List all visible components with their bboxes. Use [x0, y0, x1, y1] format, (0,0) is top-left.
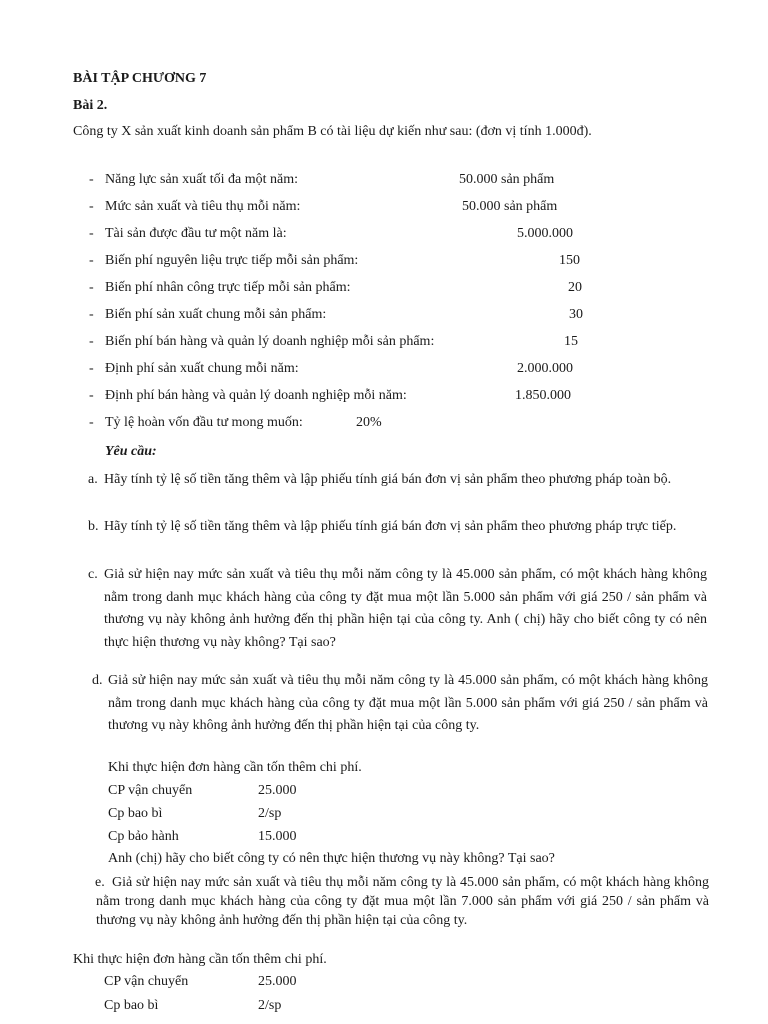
intro-paragraph: Công ty X sản xuất kinh doanh sản phẩm B có tài liệu dự kiến như sau: (đơn vị tính 1.000đ). — [73, 124, 592, 139]
cost-value: 2/sp — [258, 806, 282, 821]
bullet: - — [89, 361, 94, 376]
item-label: Biến phí bán hàng và quản lý doanh nghiệp mỗi sản phẩm: — [105, 334, 435, 349]
item-value: 150 — [559, 253, 580, 268]
bullet: - — [89, 253, 94, 268]
item-value: 15 — [564, 334, 578, 349]
cost-label: CP vận chuyển — [108, 783, 193, 798]
cost-label: CP vận chuyển — [104, 974, 189, 989]
item-label: Biến phí nhân công trực tiếp mỗi sản phẩm: — [105, 280, 351, 295]
item-value: 1.850.000 — [515, 388, 571, 403]
question-a: Hãy tính tỷ lệ số tiền tăng thêm và lập phiếu tính giá bán đơn vị sản phẩm theo phương pháp toàn bộ. — [104, 472, 672, 487]
question-marker: a. — [88, 472, 98, 487]
item-value: 5.000.000 — [517, 226, 573, 241]
item-label: Mức sản xuất và tiêu thụ mỗi năm: — [105, 199, 301, 214]
question-marker: c. — [88, 567, 98, 582]
bullet: - — [89, 415, 94, 430]
requirements-heading: Yêu cầu: — [105, 444, 157, 459]
chapter-title: BÀI TẬP CHƯƠNG 7 — [73, 71, 207, 86]
extra-costs-intro-2: Khi thực hiện đơn hàng cần tốn thêm chi phí. — [73, 952, 327, 967]
bullet: - — [89, 226, 94, 241]
cost-label: Cp bao bì — [104, 998, 159, 1013]
item-value: 50.000 sản phẩm — [459, 172, 555, 187]
item-value: 50.000 sản phẩm — [462, 199, 558, 214]
question-c: Giả sử hiện nay mức sản xuất và tiêu thụ mỗi năm công ty là 45.000 sản phẩm, có một khách hàng không nằm trong danh mục khách hàng của công ty đặt mua một lần 5.000 sản phẩm với giá 250 / sản phẩm và thương vụ này không ảnh hưởng đến thị phần hiện tại của công ty. Anh ( chị) hãy cho biết công ty có nên thực hiện thương vụ này không? Tại sao? — [104, 567, 707, 650]
item-label: Biến phí nguyên liệu trực tiếp mỗi sản phẩm: — [105, 253, 359, 268]
bullet: - — [89, 172, 94, 187]
cost-value: 2/sp — [258, 998, 282, 1013]
exercise-number: Bài 2. — [73, 98, 108, 113]
item-label: Tài sản được đầu tư một năm là: — [105, 226, 287, 241]
question-marker: b. — [88, 519, 99, 534]
bullet: - — [89, 199, 94, 214]
cost-value: 25.000 — [258, 783, 297, 798]
cost-value: 15.000 — [258, 829, 297, 844]
question-d-ask: Anh (chị) hãy cho biết công ty có nên thực hiện thương vụ này không? Tại sao? — [108, 851, 555, 866]
cost-label: Cp bảo hành — [108, 829, 179, 844]
bullet: - — [89, 280, 94, 295]
item-value: 20 — [568, 280, 582, 295]
question-e: Giả sử hiện nay mức sản xuất và tiêu thụ mỗi năm công ty là 45.000 sản phẩm, có một khách hàng không nằm trong danh mục khách hàng của công ty đặt mua một lần 7.000 sản phẩm với giá 250 / sản phẩm và thương vụ này không ảnh hưởng đến thị phần hiện tại của công ty. — [96, 875, 709, 928]
item-label: Định phí sản xuất chung mỗi năm: — [105, 361, 299, 376]
item-label: Biến phí sản xuất chung mỗi sản phẩm: — [105, 307, 327, 322]
cost-value: 25.000 — [258, 974, 297, 989]
question-d: Giả sử hiện nay mức sản xuất và tiêu thụ mỗi năm công ty là 45.000 sản phẩm, có một khách hàng không nằm trong danh mục khách hàng của công ty đặt mua một lần 5.000 sản phẩm với giá 250 / sản phẩm và thương vụ này không ảnh hưởng đến thị phần hiện tại của công ty. — [108, 673, 708, 733]
item-value: 2.000.000 — [517, 361, 573, 376]
item-value: 30 — [569, 307, 583, 322]
item-label: Tỷ lệ hoàn vốn đầu tư mong muốn: — [105, 415, 303, 430]
extra-costs-intro: Khi thực hiện đơn hàng cần tốn thêm chi phí. — [108, 760, 362, 775]
question-b: Hãy tính tỷ lệ số tiền tăng thêm và lập phiếu tính giá bán đơn vị sản phẩm theo phương pháp trực tiếp. — [104, 519, 677, 534]
item-label: Định phí bán hàng và quản lý doanh nghiệp mỗi năm: — [105, 388, 407, 403]
question-marker: e. — [95, 875, 105, 890]
cost-label: Cp bao bì — [108, 806, 163, 821]
bullet: - — [89, 334, 94, 349]
bullet: - — [89, 388, 94, 403]
item-value: 20% — [356, 415, 382, 430]
item-label: Năng lực sản xuất tối đa một năm: — [105, 172, 299, 187]
bullet: - — [89, 307, 94, 322]
question-marker: d. — [92, 673, 103, 688]
